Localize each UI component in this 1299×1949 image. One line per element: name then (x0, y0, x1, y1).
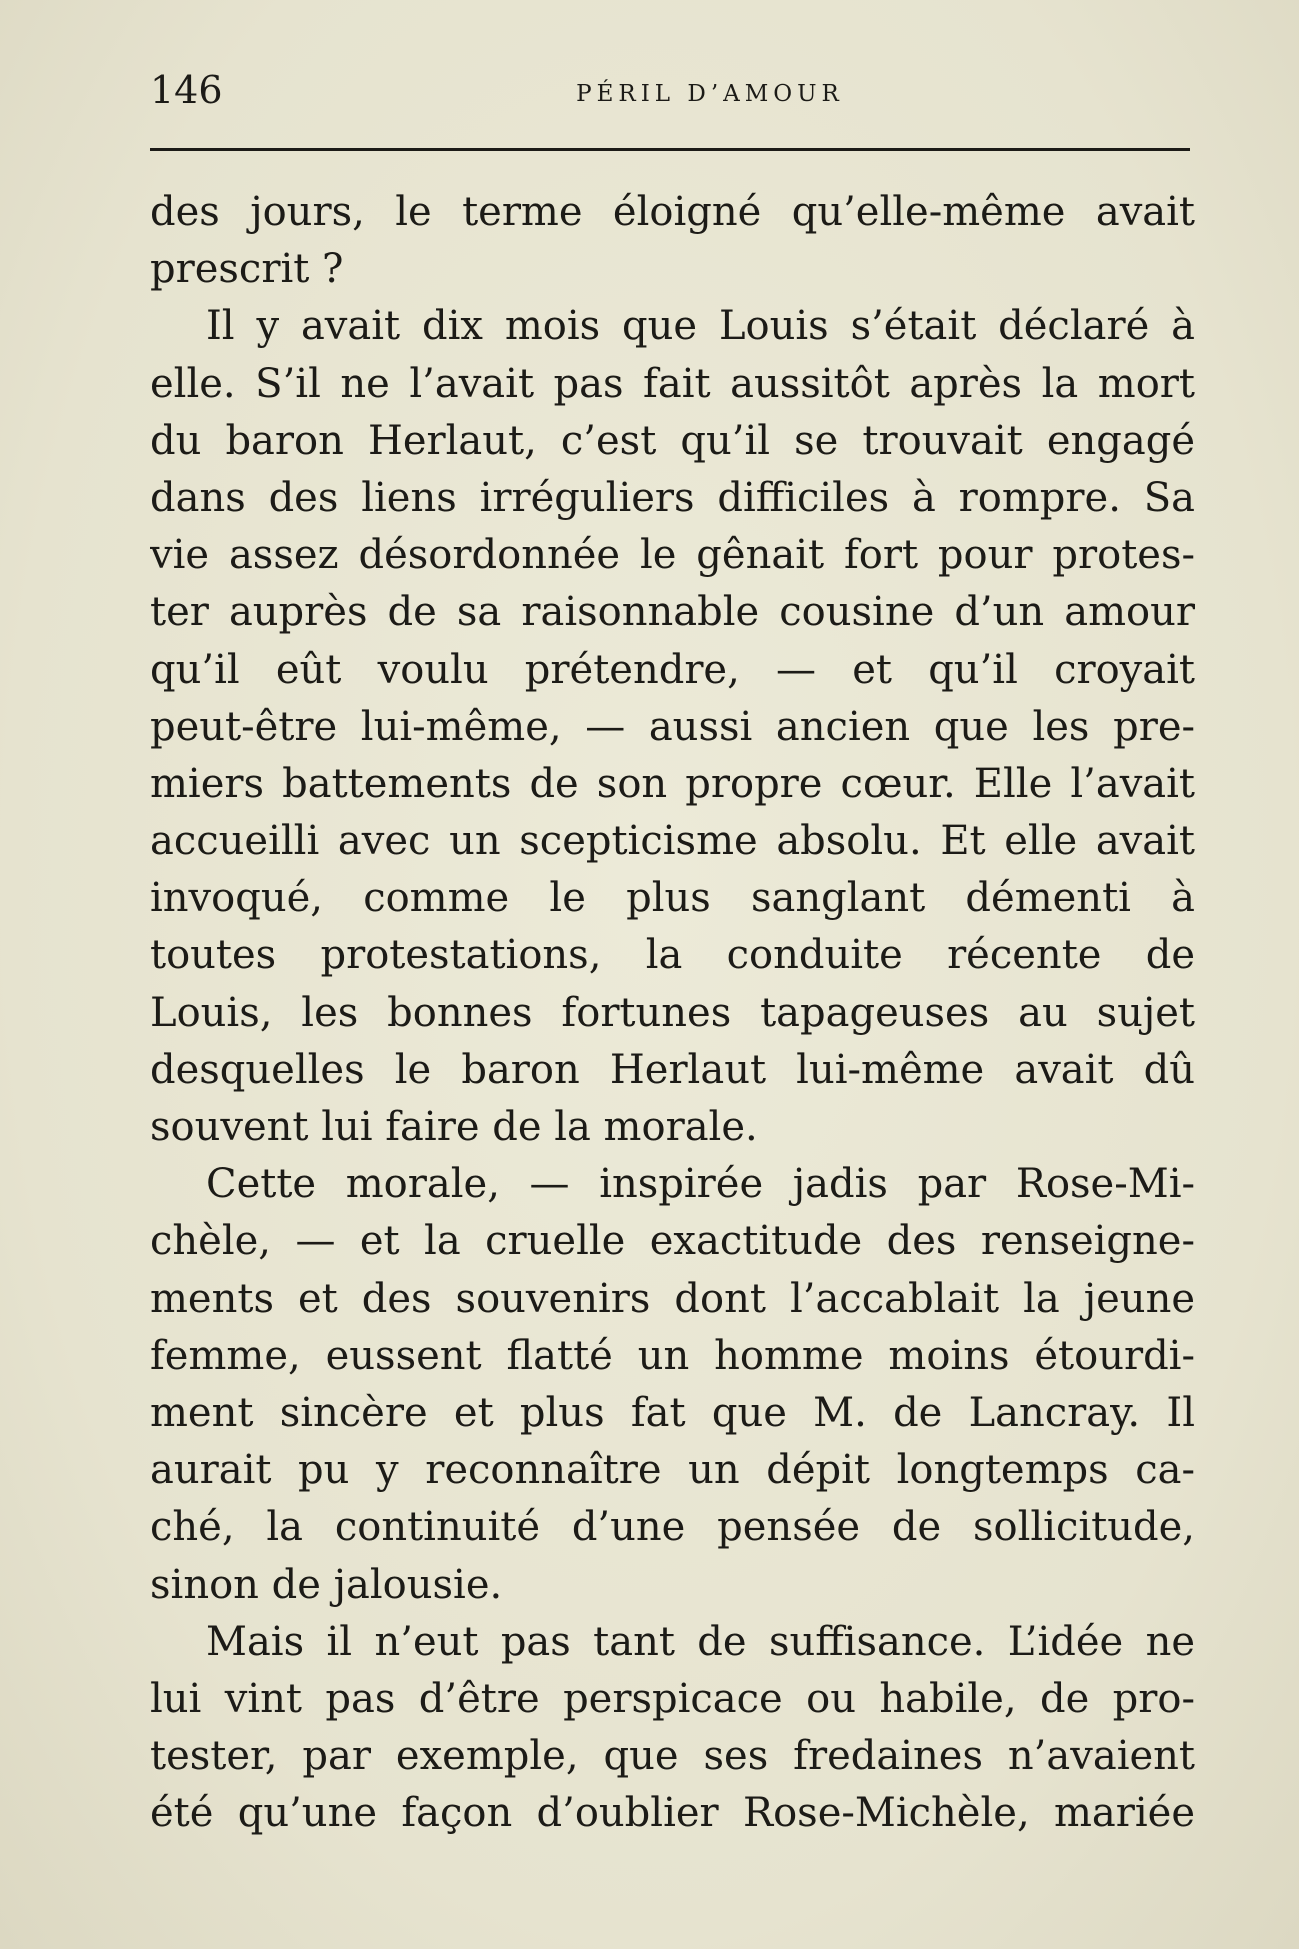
text-line: femme, eussent flatté un homme moins étourdi- (150, 1332, 1195, 1379)
paragraph (150, 1156, 1195, 1614)
text-line: peut-être lui-même, — aussi ancien que les pre- (150, 703, 1195, 750)
text-line: Mais il n’eut pas tant de suffisance. L’idée ne (206, 1618, 1195, 1665)
text-line: miers battements de son propre cœur. Elle l’avait (150, 760, 1195, 807)
text-line: Cette morale, — inspirée jadis par Rose-Mi- (206, 1161, 1195, 1208)
text-line: aurait pu y reconnaître un dépit longtemps ca- (150, 1447, 1195, 1494)
text-line: lui vint pas d’être perspicace ou habile, de pro- (150, 1675, 1195, 1722)
text-line: elle. S’il ne l’avait pas fait aussitôt après la mort (150, 360, 1195, 407)
running-head (150, 62, 1190, 118)
text-line: invoqué, comme le plus sanglant démenti à (150, 875, 1195, 922)
text-line: souvent lui faire de la morale. (150, 1104, 758, 1150)
paragraph (150, 184, 1195, 298)
page-number: 146 (150, 68, 223, 112)
text-line: prescrit ? (150, 246, 344, 293)
text-line: vie assez désordonnée le gênait fort pour protes- (150, 532, 1195, 579)
text-line: ter auprès de sa raisonnable cousine d’un amour (150, 589, 1195, 636)
paragraph (150, 298, 1195, 1156)
text-line: ments et des souvenirs dont l’accablait la jeune (150, 1275, 1195, 1322)
running-title: PÉRIL D’AMOUR (576, 81, 844, 107)
text-line: toutes protestations, la conduite récente de (150, 932, 1195, 979)
text-line: été qu’une façon d’oublier Rose-Michèle, mariée (150, 1790, 1195, 1837)
text-line: dans des liens irréguliers difficiles à rompre. Sa (150, 474, 1195, 521)
text-line: sinon de jalousie. (150, 1561, 503, 1608)
text-line: desquelles le baron Herlaut lui-même avait dû (150, 1046, 1195, 1093)
text-line: ché, la continuité d’une pensée de sollicitude, (150, 1504, 1195, 1551)
header-rule (150, 148, 1190, 151)
text-line: des jours, le terme éloigné qu’elle-même avait (150, 189, 1195, 235)
text-line: accueilli avec un scepticisme absolu. Et elle avait (150, 818, 1195, 865)
text-line: qu’il eût voulu prétendre, — et qu’il croyait (150, 646, 1195, 693)
text-line: Louis, les bonnes fortunes tapageuses au sujet (150, 989, 1195, 1036)
text-line: ment sincère et plus fat que M. de Lancray. Il (150, 1389, 1195, 1436)
text-line: Il y avait dix mois que Louis s’était déclaré à (206, 303, 1195, 350)
paragraph (150, 1614, 1195, 1843)
text-line: tester, par exemple, que ses fredaines n’avaient (150, 1733, 1195, 1780)
body-text (150, 184, 1195, 1842)
text-line: du baron Herlaut, c’est qu’il se trouvait engagé (150, 417, 1195, 464)
text-line: chèle, — et la cruelle exactitude des renseigne- (150, 1218, 1195, 1265)
